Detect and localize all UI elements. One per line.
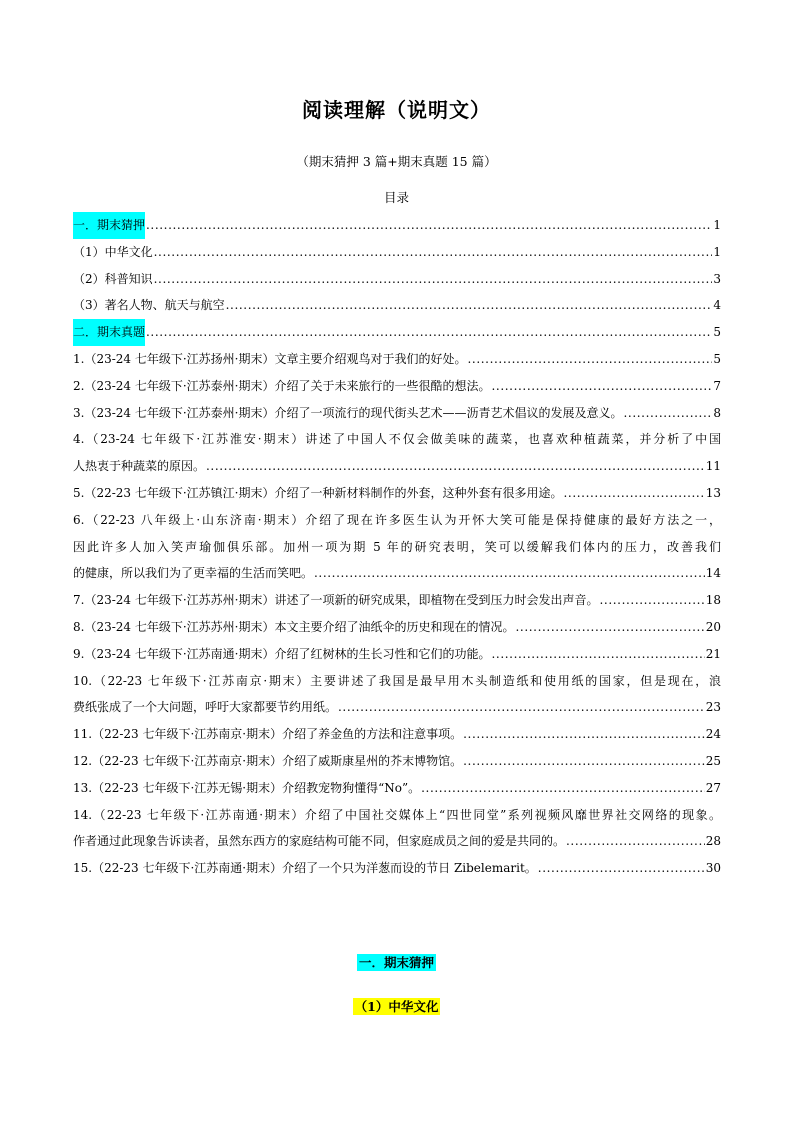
toc-entry[interactable] xyxy=(73,775,721,802)
toc-entry-text: 7.（23-24 七年级下·江苏苏州·期末）讲述了一项新的研究成果，即植物在受到压力时会发出声音。 xyxy=(73,593,599,608)
toc-entry-text: 6.（22-23 八年级上·山东济南·期末）介绍了现在许多医生认为开怀大笑可能是保持健康的最好方法之一， xyxy=(73,512,721,527)
toc-entry[interactable] xyxy=(73,507,721,587)
toc-dot-leader xyxy=(538,855,705,882)
toc-entry-text: 5.（22-23 七年级下·江苏镇江·期末）介绍了一种新材料制作的外套，这种外套有很多用途。 xyxy=(73,485,563,500)
toc-dot-leader xyxy=(566,828,705,855)
document-title: 阅读理解（说明文） xyxy=(302,98,491,122)
toc-entry-text: （2）科普知识 xyxy=(73,271,153,286)
toc-entry[interactable] xyxy=(73,480,721,507)
toc-entry[interactable] xyxy=(73,319,721,346)
toc-entry-text: （3）著名人物、航天与航空 xyxy=(73,298,225,313)
toc-heading: 目录 xyxy=(383,190,409,205)
toc-entry-text: 的健康，所以我们为了更幸福的生活而笑吧。 xyxy=(73,566,314,581)
toc-entry-text: （1）中华文化 xyxy=(73,244,153,259)
toc-page-number: 5 xyxy=(713,325,721,340)
toc-page-number: 23 xyxy=(705,700,721,715)
toc-entry-text: 3.（23-24 七年级下·江苏泰州·期末）介绍了一项流行的现代街头艺术——沥青艺术倡议的发展及意义。 xyxy=(73,405,623,420)
toc-entry[interactable] xyxy=(73,373,721,400)
toc-entry[interactable] xyxy=(73,855,721,882)
toc-entry-text: 4.（23-24 七年级下·江苏淮安·期末）讲述了中国人不仅会做美味的蔬菜，也喜欢种植蔬菜，并分析了中国 xyxy=(73,432,721,447)
toc-dot-leader xyxy=(338,694,705,721)
toc-dot-leader xyxy=(492,373,713,400)
toc-dot-leader xyxy=(154,239,713,266)
toc-page-number: 13 xyxy=(705,485,721,500)
toc-page-number: 7 xyxy=(713,378,721,393)
toc-dot-leader xyxy=(463,748,705,775)
toc-entry-text: 一．期末猜押 xyxy=(73,212,145,239)
toc-dot-leader xyxy=(564,480,705,507)
toc-page-number: 21 xyxy=(705,646,721,661)
toc-dot-leader xyxy=(146,212,712,239)
toc-page-number: 1 xyxy=(713,244,721,259)
toc-page-number: 18 xyxy=(705,593,721,608)
subsection-heading-text: （1）中华文化 xyxy=(354,999,439,1014)
toc-entry-text: 11.（22-23 七年级下·江苏南京·期末）介绍了养金鱼的方法和注意事项。 xyxy=(73,727,463,742)
toc-dot-leader xyxy=(421,775,705,802)
toc-entry-text: 13.（22-23 七年级下·江苏无锡·期末）介绍教宠物狗懂得“No”。 xyxy=(73,780,421,795)
toc-entry-text: 人热衷于种蔬菜的原因。 xyxy=(73,459,206,474)
toc-entry[interactable] xyxy=(73,641,721,668)
document-subtitle: （期末猜押 3 篇+期末真题 15 篇） xyxy=(296,154,497,169)
toc-entry[interactable] xyxy=(73,266,721,293)
toc-dot-leader xyxy=(314,560,705,587)
section-heading xyxy=(0,953,793,971)
toc-dot-leader xyxy=(600,587,705,614)
toc-dot-leader xyxy=(154,266,713,293)
toc-entry-text: 14.（22-23 七年级下·江苏南通·期末）介绍了中国社交媒体上“四世同堂”系列视频风靡世界社交网络的现象。 xyxy=(73,807,721,822)
toc-entry[interactable] xyxy=(73,212,721,239)
toc-entry[interactable] xyxy=(73,614,721,641)
toc-entry-text: 9.（23-24 七年级下·江苏南通·期末）介绍了红树林的生长习性和它们的功能。 xyxy=(73,646,491,661)
toc-page-number: 8 xyxy=(713,405,721,420)
toc-entry-text: 2.（23-24 七年级下·江苏泰州·期末）介绍了关于未来旅行的一些很酷的想法。 xyxy=(73,378,491,393)
toc-entry[interactable] xyxy=(73,802,721,856)
toc-entry[interactable] xyxy=(73,721,721,748)
toc-entry[interactable] xyxy=(73,426,721,480)
toc-entry[interactable] xyxy=(73,346,721,373)
toc-page-number: 1 xyxy=(713,218,721,232)
toc-dot-leader xyxy=(492,641,705,668)
toc-entry[interactable] xyxy=(73,239,721,266)
toc-entry-text: 10.（22-23 七年级下·江苏南京·期末）主要讲述了我国是最早用木头制造纸和使用纸的国家，但是现在，浪 xyxy=(73,673,721,688)
toc-entry-text: 12.（22-23 七年级下·江苏南京·期末）介绍了威斯康星州的芥末博物馆。 xyxy=(73,753,463,768)
toc-entry-text: 15.（22-23 七年级下·江苏南通·期末）介绍了一个只为洋葱而设的节日 Zibelemarit。 xyxy=(73,861,537,876)
toc-entry[interactable] xyxy=(73,587,721,614)
toc-page-number: 27 xyxy=(705,780,721,795)
toc-dot-leader xyxy=(463,721,705,748)
table-of-contents xyxy=(73,212,721,882)
toc-entry-text: 因此许多人加入笑声瑜伽俱乐部。加州一项为期 5 年的研究表明，笑可以缓解我们体内的压力，改善我们 xyxy=(73,539,721,554)
toc-entry-text: 作者通过此现象告诉读者，虽然东西方的家庭结构可能不同，但家庭成员之间的爱是共同的。 xyxy=(73,834,566,849)
toc-page-number: 30 xyxy=(705,861,721,876)
toc-entry[interactable] xyxy=(73,400,721,427)
toc-dot-leader xyxy=(624,400,713,427)
toc-entry[interactable] xyxy=(73,748,721,775)
toc-page-number: 5 xyxy=(713,351,721,366)
toc-entry-text: 费纸张成了一个大问题，呼吁大家都要节约用纸。 xyxy=(73,700,338,715)
toc-page-number: 28 xyxy=(705,834,721,849)
section-heading-text: 一．期末猜押 xyxy=(358,955,434,970)
toc-entry[interactable] xyxy=(73,292,721,319)
toc-page-number: 14 xyxy=(705,566,721,581)
toc-entry-text: 1.（23-24 七年级下·江苏扬州·期末）文章主要介绍观鸟对于我们的好处。 xyxy=(73,351,467,366)
toc-entry-text: 8.（23-24 七年级下·江苏苏州·期末）本文主要介绍了油纸伞的历史和现在的情况。 xyxy=(73,619,515,634)
toc-dot-leader xyxy=(226,292,713,319)
toc-page-number: 4 xyxy=(713,298,721,313)
subsection-heading xyxy=(0,997,793,1015)
toc-entry[interactable] xyxy=(73,668,721,722)
toc-page-number: 3 xyxy=(713,271,721,286)
toc-page-number: 11 xyxy=(705,459,721,474)
toc-dot-leader xyxy=(516,614,705,641)
toc-page-number: 20 xyxy=(705,619,721,634)
toc-entry-text: 二．期末真题 xyxy=(73,319,145,346)
toc-page-number: 25 xyxy=(705,753,721,768)
toc-dot-leader xyxy=(206,453,705,480)
toc-page-number: 24 xyxy=(705,727,721,742)
toc-dot-leader xyxy=(146,319,712,346)
toc-dot-leader xyxy=(468,346,713,373)
